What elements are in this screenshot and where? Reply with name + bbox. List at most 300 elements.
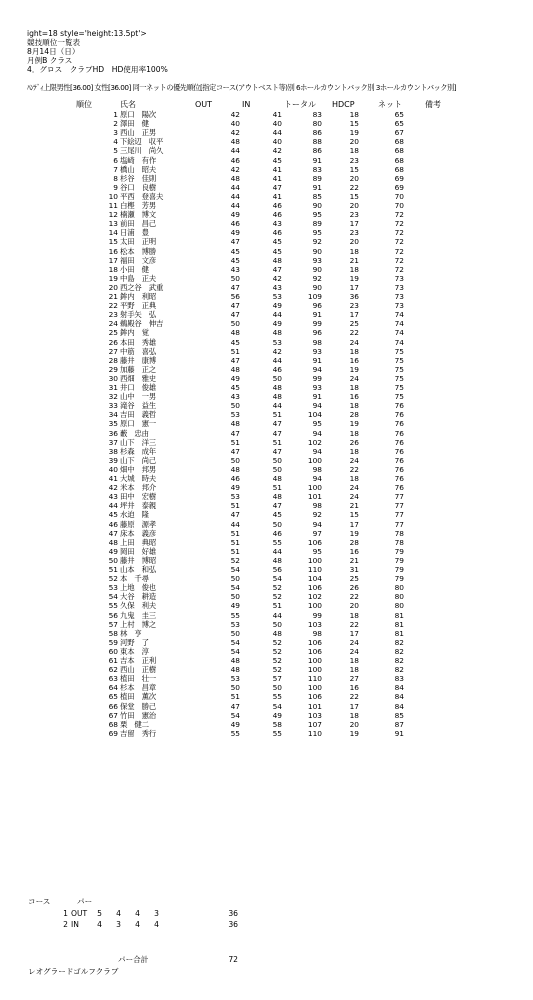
net-cell: 84 — [394, 683, 404, 693]
out-cell: 50 — [230, 401, 240, 411]
rank-cell: 8 — [113, 173, 118, 183]
net-cell: 79 — [394, 546, 404, 556]
total-cell: 94 — [312, 428, 322, 438]
table-row — [0, 247, 533, 256]
total-cell: 95 — [312, 419, 322, 429]
hdcp-cell: 15 — [349, 510, 359, 520]
name-cell: 楠瀬 博文 — [120, 210, 156, 220]
rank-cell: 60 — [108, 646, 118, 656]
name-cell: 日浦 豊 — [120, 228, 149, 238]
hdcp-cell: 17 — [349, 628, 359, 638]
total-cell: 83 — [312, 164, 322, 174]
table-row — [0, 419, 533, 428]
name-cell: 河野 了 — [120, 637, 149, 647]
hdcp-cell: 18 — [349, 264, 359, 274]
total-cell: 107 — [307, 719, 322, 729]
total-cell: 95 — [312, 210, 322, 220]
table-row — [0, 501, 533, 510]
table-row — [0, 137, 533, 146]
rank-cell: 2 — [113, 119, 118, 129]
table-row — [0, 292, 533, 301]
table-row — [0, 128, 533, 137]
net-cell: 74 — [394, 319, 404, 329]
out-cell: 48 — [230, 656, 240, 665]
hdcp-cell: 22 — [349, 619, 359, 629]
total-cell: 91 — [312, 392, 322, 402]
table-row — [0, 392, 533, 401]
in-cell: 46 — [272, 201, 282, 210]
in-cell: 44 — [272, 310, 282, 320]
hdcp-cell: 22 — [349, 692, 359, 702]
net-cell: 76 — [394, 483, 404, 493]
net-cell: 75 — [394, 364, 404, 374]
net-cell: 79 — [394, 574, 404, 584]
out-cell: 46 — [230, 219, 240, 229]
table-row — [0, 256, 533, 265]
in-cell: 48 — [272, 255, 282, 265]
hdcp-cell: 21 — [349, 255, 359, 265]
table-row — [0, 692, 533, 701]
rank-cell: 54 — [108, 592, 118, 602]
hdcp-cell: 22 — [349, 182, 359, 192]
class-name: 月例B クラス — [27, 56, 73, 65]
in-cell: 47 — [272, 182, 282, 192]
table-row — [0, 465, 533, 474]
course-name: IN — [71, 920, 79, 929]
in-cell: 47 — [272, 501, 282, 511]
in-cell: 41 — [272, 173, 282, 183]
hdcp-cell: 18 — [349, 383, 359, 392]
col-name: 氏名 — [120, 100, 136, 109]
total-cell: 99 — [312, 319, 322, 329]
rank-cell: 46 — [108, 519, 118, 529]
in-cell: 49 — [272, 319, 282, 329]
in-cell: 55 — [272, 692, 282, 702]
in-cell: 49 — [272, 710, 282, 720]
hdcp-cell: 19 — [349, 419, 359, 429]
name-cell: 田中 宏樹 — [120, 492, 156, 502]
table-row — [0, 447, 533, 456]
name-cell: 床本 義彦 — [120, 528, 156, 538]
out-cell: 45 — [230, 337, 240, 347]
rank-cell: 63 — [108, 674, 118, 684]
in-cell: 51 — [272, 437, 282, 447]
total-cell: 100 — [307, 656, 322, 665]
net-cell: 87 — [394, 719, 404, 729]
table-row — [0, 183, 533, 192]
rank-cell: 3 — [113, 128, 118, 138]
hdcp-cell: 18 — [349, 346, 359, 356]
name-cell: 大城 時夫 — [120, 474, 156, 483]
net-cell: 67 — [394, 128, 404, 138]
name-cell: 小田 健 — [120, 264, 149, 274]
rank-cell: 57 — [108, 619, 118, 629]
in-cell: 46 — [272, 210, 282, 220]
rank-cell: 12 — [108, 210, 118, 220]
name-cell: 射手矢 弘 — [120, 310, 156, 320]
table-row — [0, 556, 533, 565]
total-cell: 101 — [307, 701, 322, 711]
out-cell: 42 — [230, 110, 240, 119]
total-cell: 90 — [312, 246, 322, 256]
out-cell: 54 — [230, 565, 240, 574]
total-cell: 106 — [307, 646, 322, 656]
out-cell: 53 — [230, 619, 240, 629]
in-cell: 47 — [272, 446, 282, 456]
out-cell: 50 — [230, 628, 240, 638]
table-row — [0, 110, 533, 119]
name-cell: 平野 正典 — [120, 301, 156, 311]
rank-cell: 39 — [108, 455, 118, 465]
hdcp-cell: 18 — [349, 446, 359, 456]
name-cell: 竹田 憲治 — [120, 710, 156, 720]
net-cell: 72 — [394, 246, 404, 256]
table-row — [0, 201, 533, 210]
hdcp-cell: 20 — [349, 201, 359, 210]
hdcp-cell: 36 — [349, 292, 359, 301]
in-cell: 52 — [272, 656, 282, 665]
course-par-total: 36 — [228, 909, 238, 918]
out-cell: 54 — [230, 637, 240, 647]
out-cell: 40 — [230, 119, 240, 129]
hole-par: 3 — [116, 920, 121, 929]
rank-cell: 19 — [108, 273, 118, 283]
total-cell: 106 — [307, 692, 322, 702]
in-cell: 55 — [272, 537, 282, 547]
table-row — [0, 301, 533, 310]
total-cell: 97 — [312, 528, 322, 538]
net-cell: 84 — [394, 692, 404, 702]
total-cell: 99 — [312, 610, 322, 620]
name-cell: 上地 俊也 — [120, 583, 156, 593]
table-row — [0, 547, 533, 556]
table-row — [0, 174, 533, 183]
out-cell: 49 — [230, 210, 240, 220]
out-cell: 51 — [230, 537, 240, 547]
total-cell: 110 — [307, 728, 322, 738]
in-cell: 43 — [272, 282, 282, 292]
total-cell: 95 — [312, 228, 322, 238]
out-cell: 50 — [230, 574, 240, 584]
out-cell: 42 — [230, 128, 240, 138]
net-cell: 69 — [394, 173, 404, 183]
net-cell: 72 — [394, 228, 404, 238]
total-cell: 93 — [312, 346, 322, 356]
in-cell: 46 — [272, 364, 282, 374]
in-cell: 45 — [272, 155, 282, 165]
table-row — [0, 374, 533, 383]
in-cell: 44 — [272, 401, 282, 411]
hole-par: 4 — [135, 909, 140, 918]
name-cell: 杉本 昌章 — [120, 683, 156, 693]
table-row — [0, 683, 533, 692]
total-cell: 94 — [312, 519, 322, 529]
table-row — [0, 583, 533, 592]
par-label: パー — [77, 897, 93, 906]
name-cell: 太田 正明 — [120, 237, 156, 247]
total-cell: 100 — [307, 601, 322, 611]
out-cell: 49 — [230, 719, 240, 729]
out-cell: 53 — [230, 674, 240, 684]
name-cell: 上田 典昭 — [120, 537, 156, 547]
net-cell: 72 — [394, 255, 404, 265]
total-cell: 100 — [307, 483, 322, 493]
rank-cell: 15 — [108, 237, 118, 247]
in-cell: 41 — [272, 110, 282, 119]
name-cell: 中島 正夫 — [120, 273, 156, 283]
rank-cell: 18 — [108, 264, 118, 274]
in-cell: 42 — [272, 273, 282, 283]
rank-cell: 38 — [108, 446, 118, 456]
hdcp-cell: 24 — [349, 455, 359, 465]
out-cell: 50 — [230, 319, 240, 329]
name-cell: 原口 陽次 — [120, 110, 156, 119]
in-cell: 48 — [272, 383, 282, 392]
total-cell: 106 — [307, 637, 322, 647]
total-cell: 100 — [307, 455, 322, 465]
net-cell: 85 — [394, 710, 404, 720]
col-hdcp: HDCP — [332, 100, 355, 109]
total-cell: 94 — [312, 401, 322, 411]
hdcp-cell: 27 — [349, 674, 359, 684]
rank-cell: 55 — [108, 601, 118, 611]
in-cell: 47 — [272, 419, 282, 429]
table-row — [0, 538, 533, 547]
in-cell: 46 — [272, 228, 282, 238]
table-row — [0, 146, 533, 155]
name-cell: 鵜殿谷 伸吉 — [120, 319, 164, 329]
hdcp-cell: 18 — [349, 710, 359, 720]
out-cell: 42 — [230, 164, 240, 174]
course-no: 2 — [63, 920, 68, 929]
hdcp-cell: 20 — [349, 601, 359, 611]
table-row — [0, 165, 533, 174]
in-cell: 48 — [272, 474, 282, 483]
out-cell: 44 — [230, 146, 240, 156]
hdcp-cell: 19 — [349, 364, 359, 374]
name-cell: 原口 憲一 — [120, 419, 156, 429]
in-cell: 41 — [272, 191, 282, 201]
table-row — [0, 474, 533, 483]
net-cell: 81 — [394, 628, 404, 638]
course-par-total: 36 — [228, 920, 238, 929]
rank-cell: 32 — [108, 392, 118, 402]
net-cell: 68 — [394, 146, 404, 156]
in-cell: 48 — [272, 628, 282, 638]
hdcp-cell: 22 — [349, 592, 359, 602]
hdcp-cell: 21 — [349, 555, 359, 565]
table-row — [0, 483, 533, 492]
hdcp-cell: 17 — [349, 219, 359, 229]
name-cell: 藤原 源孝 — [120, 519, 156, 529]
out-cell: 45 — [230, 383, 240, 392]
name-cell: 福田 文彦 — [120, 255, 156, 265]
hole-par: 4 — [154, 920, 159, 929]
hdcp-cell: 20 — [349, 237, 359, 247]
net-cell: 82 — [394, 665, 404, 675]
hdcp-cell: 18 — [349, 110, 359, 119]
hdcp-cell: 17 — [349, 282, 359, 292]
hdcp-cell: 31 — [349, 565, 359, 574]
name-cell: 橋山 昭夫 — [120, 164, 156, 174]
hdcp-cell: 24 — [349, 492, 359, 502]
net-cell: 72 — [394, 237, 404, 247]
in-cell: 44 — [272, 128, 282, 138]
name-cell: 林 亨 — [120, 628, 142, 638]
net-cell: 76 — [394, 437, 404, 447]
net-cell: 73 — [394, 301, 404, 311]
total-cell: 93 — [312, 255, 322, 265]
in-cell: 50 — [272, 373, 282, 383]
name-cell: 畑中 邦男 — [120, 464, 156, 474]
hdcp-cell: 28 — [349, 410, 359, 420]
total-cell: 91 — [312, 310, 322, 320]
rank-cell: 5 — [113, 146, 118, 156]
net-cell: 78 — [394, 528, 404, 538]
hdcp-cell: 24 — [349, 646, 359, 656]
in-cell: 50 — [272, 519, 282, 529]
rank-cell: 51 — [108, 565, 118, 574]
name-cell: 下絵辺 収平 — [120, 137, 164, 147]
name-cell: 塩崎 有作 — [120, 155, 156, 165]
rank-cell: 65 — [108, 692, 118, 702]
total-cell: 98 — [312, 501, 322, 511]
name-cell: 杉谷 佳則 — [120, 173, 156, 183]
out-cell: 51 — [230, 501, 240, 511]
out-cell: 52 — [230, 555, 240, 565]
rank-cell: 13 — [108, 219, 118, 229]
name-cell: 澤田 健 — [120, 119, 149, 129]
name-cell: 松本 博勝 — [120, 246, 156, 256]
in-cell: 44 — [272, 546, 282, 556]
hdcp-cell: 16 — [349, 392, 359, 402]
rank-cell: 69 — [108, 728, 118, 738]
in-cell: 51 — [272, 601, 282, 611]
total-cell: 109 — [307, 292, 322, 301]
rank-cell: 40 — [108, 464, 118, 474]
out-cell: 48 — [230, 464, 240, 474]
hdcp-cell: 28 — [349, 537, 359, 547]
name-cell: 西山 正男 — [120, 128, 156, 138]
table-row — [0, 674, 533, 683]
net-cell: 72 — [394, 219, 404, 229]
table-row — [0, 520, 533, 529]
hdcp-cell: 22 — [349, 328, 359, 338]
out-cell: 43 — [230, 264, 240, 274]
net-cell: 77 — [394, 492, 404, 502]
col-rank: 順位 — [76, 100, 92, 109]
name-cell: 植田 薫次 — [120, 692, 156, 702]
event-date: 8月14日（日） — [27, 47, 80, 56]
in-cell: 48 — [272, 392, 282, 402]
hdcp-cell: 17 — [349, 310, 359, 320]
club-name: レオグラードゴルフクラブ — [28, 967, 119, 976]
net-cell: 75 — [394, 383, 404, 392]
net-cell: 76 — [394, 446, 404, 456]
report-title: 競技順位一覧表 — [27, 38, 81, 47]
net-cell: 70 — [394, 201, 404, 210]
rank-cell: 1 — [113, 110, 118, 119]
in-cell: 44 — [272, 355, 282, 365]
in-cell: 52 — [272, 665, 282, 675]
table-row — [0, 647, 533, 656]
total-cell: 98 — [312, 628, 322, 638]
table-row — [0, 665, 533, 674]
in-cell: 52 — [272, 583, 282, 593]
total-cell: 103 — [307, 710, 322, 720]
in-cell: 57 — [272, 674, 282, 684]
hdcp-cell: 24 — [349, 637, 359, 647]
total-cell: 90 — [312, 264, 322, 274]
out-cell: 48 — [230, 364, 240, 374]
rank-cell: 45 — [108, 510, 118, 520]
in-cell: 47 — [272, 428, 282, 438]
name-cell: 栗 健二 — [120, 719, 149, 729]
hdcp-cell: 15 — [349, 191, 359, 201]
rank-cell: 21 — [108, 292, 118, 301]
in-cell: 50 — [272, 464, 282, 474]
net-cell: 73 — [394, 282, 404, 292]
out-cell: 48 — [230, 419, 240, 429]
table-row — [0, 347, 533, 356]
col-out: OUT — [195, 100, 213, 109]
net-cell: 75 — [394, 392, 404, 402]
net-cell: 79 — [394, 555, 404, 565]
out-cell: 56 — [230, 292, 240, 301]
rank-cell: 43 — [108, 492, 118, 502]
net-cell: 65 — [394, 119, 404, 129]
name-cell: 滝谷 益生 — [120, 401, 156, 411]
table-row — [0, 192, 533, 201]
name-cell: 山下 尚己 — [120, 455, 156, 465]
rank-cell: 42 — [108, 483, 118, 493]
in-cell: 41 — [272, 164, 282, 174]
rank-cell: 17 — [108, 255, 118, 265]
in-cell: 58 — [272, 719, 282, 729]
table-row — [0, 265, 533, 274]
net-cell: 84 — [394, 701, 404, 711]
rank-cell: 35 — [108, 419, 118, 429]
table-row — [0, 629, 533, 638]
table-row — [0, 620, 533, 629]
table-row — [0, 720, 533, 729]
table-row — [0, 119, 533, 128]
total-cell: 110 — [307, 674, 322, 684]
course-label: コース — [28, 897, 51, 906]
in-cell: 54 — [272, 574, 282, 584]
in-cell: 45 — [272, 246, 282, 256]
net-cell: 77 — [394, 519, 404, 529]
name-cell: 鉾内 覚 — [120, 328, 149, 338]
rank-cell: 56 — [108, 610, 118, 620]
total-cell: 88 — [312, 137, 322, 147]
hdcp-cell: 17 — [349, 519, 359, 529]
total-cell: 100 — [307, 683, 322, 693]
total-cell: 101 — [307, 492, 322, 502]
rank-cell: 25 — [108, 328, 118, 338]
net-cell: 76 — [394, 401, 404, 411]
out-cell: 51 — [230, 346, 240, 356]
total-cell: 93 — [312, 383, 322, 392]
name-cell: 加藤 正之 — [120, 364, 156, 374]
rank-cell: 33 — [108, 401, 118, 411]
table-row — [0, 210, 533, 219]
net-cell: 68 — [394, 155, 404, 165]
in-cell: 54 — [272, 701, 282, 711]
name-cell: 杉森 成年 — [120, 446, 156, 456]
hdcp-cell: 18 — [349, 428, 359, 438]
hdcp-cell: 21 — [349, 501, 359, 511]
